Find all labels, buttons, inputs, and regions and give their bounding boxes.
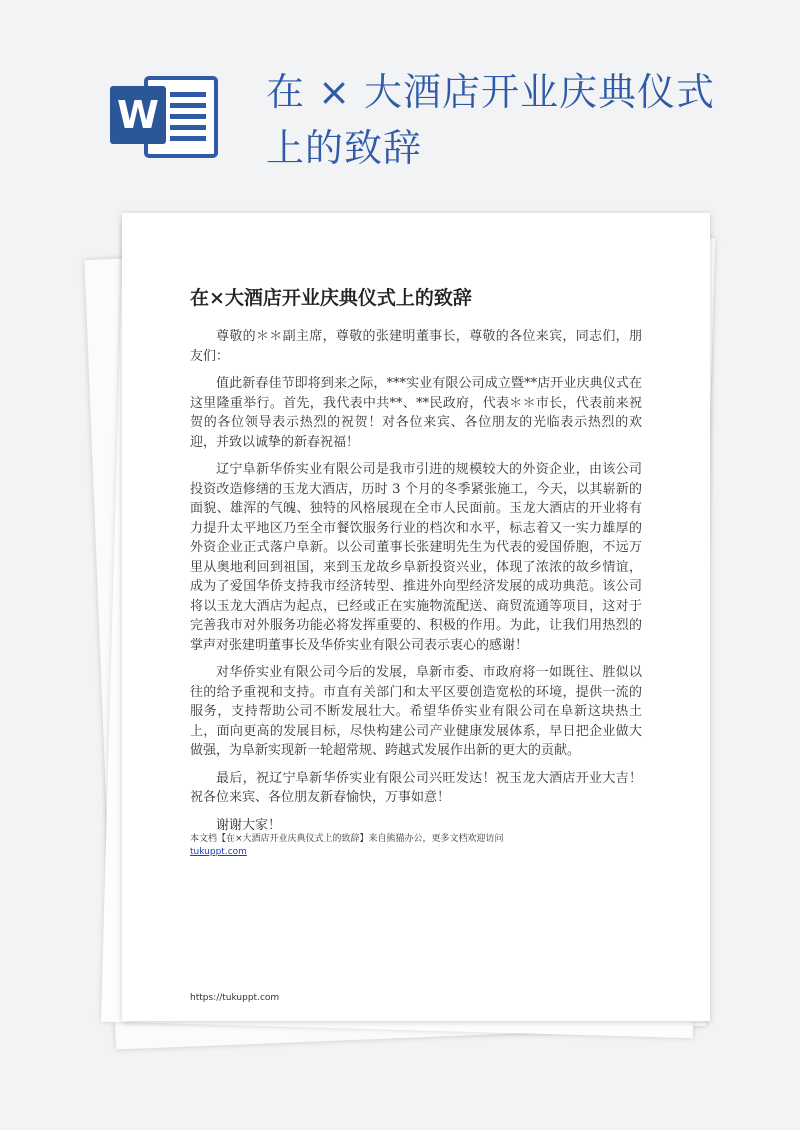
svg-text:W: W [117, 93, 159, 137]
document-heading: 在×大酒店开业庆典仪式上的致辞 [190, 287, 472, 309]
page-title: 在 × 大酒店开业庆典仪式上的致辞 [266, 70, 715, 170]
source-note [190, 833, 642, 859]
header [0, 0, 800, 200]
footer-url[interactable]: https://tukuppt.com [190, 993, 280, 1003]
paragraph-3: 对华侨实业有限公司今后的发展，阜新市委、市政府将一如既往、胜似以往的给予重视和支持。市直有关部门和太平区要创造宽松的环境，提供一流的服务，支持帮助公司不断发展壮大。希望华侨实业有限公司在阜新这块热土上，面向更高的发展目标，尽快构建公司产业健康发展体系，早日把企业做大做强，为阜新实现新一轮超常规、跨越式发展作出新的更大的贡献。 [190, 665, 642, 758]
paragraph-1: 值此新春佳节即将到来之际，***实业有限公司成立暨**店开业庆典仪式在这里隆重举行。首先，我代表中共**、**民政府，代表＊＊市长，代表前来祝贺的各位领导表示热烈的祝贺！对各位来宾、各位朋友的光临表示热烈的欢迎，并致以诚挚的新春祝福！ [190, 376, 642, 450]
closing-line: 谢谢大家！ [216, 817, 282, 833]
document-page [122, 213, 710, 1021]
source-link[interactable]: tukuppt.com [190, 847, 247, 857]
document-body [190, 327, 642, 843]
source-note-text: 本文档【在×大酒店开业庆典仪式上的致辞】来自熊猫办公，更多文档欢迎访问 [190, 834, 504, 844]
paragraph-4: 最后，祝辽宁阜新华侨实业有限公司兴旺发达！祝玉龙大酒店开业大吉！祝各位来宾、各位朋友新春愉快，万事如意！ [190, 770, 642, 805]
paragraph-2: 辽宁阜新华侨实业有限公司是我市引进的规模较大的外资企业，由该公司投资改造修缮的玉龙大酒店，历时 3 个月的冬季紧张施工，今天，以其崭新的面貌、雄浑的气魄、独特的风格展现在全市人民面前。玉龙大酒店的开业将有力提升太平地区乃至全市餐饮服务行业的档次和水平，标志着又一实力雄厚的外资企业正式落户阜新。以公司董事长张建明先生为代表的爱国侨胞，不远万里从奥地利回到祖国，来到玉龙故乡阜新投资兴业，体现了浓浓的故乡情谊，成为了爱国华侨支持我市经济转型、推进外向型经济发展的成功典范。该公司将以玉龙大酒店为起点，已经或正在实施物流配送、商贸流通等项目，这对于完善我市对外服务功能必将发挥重要的、积极的作用。为此，让我们用热烈的掌声对张建明董事长及华侨实业有限公司表示衷心的感谢！ [190, 462, 642, 653]
paragraph-salutation: 尊敬的＊＊副主席，尊敬的张建明董事长，尊敬的各位来宾，同志们，朋友们： [190, 329, 642, 364]
word-document-icon [110, 72, 220, 160]
